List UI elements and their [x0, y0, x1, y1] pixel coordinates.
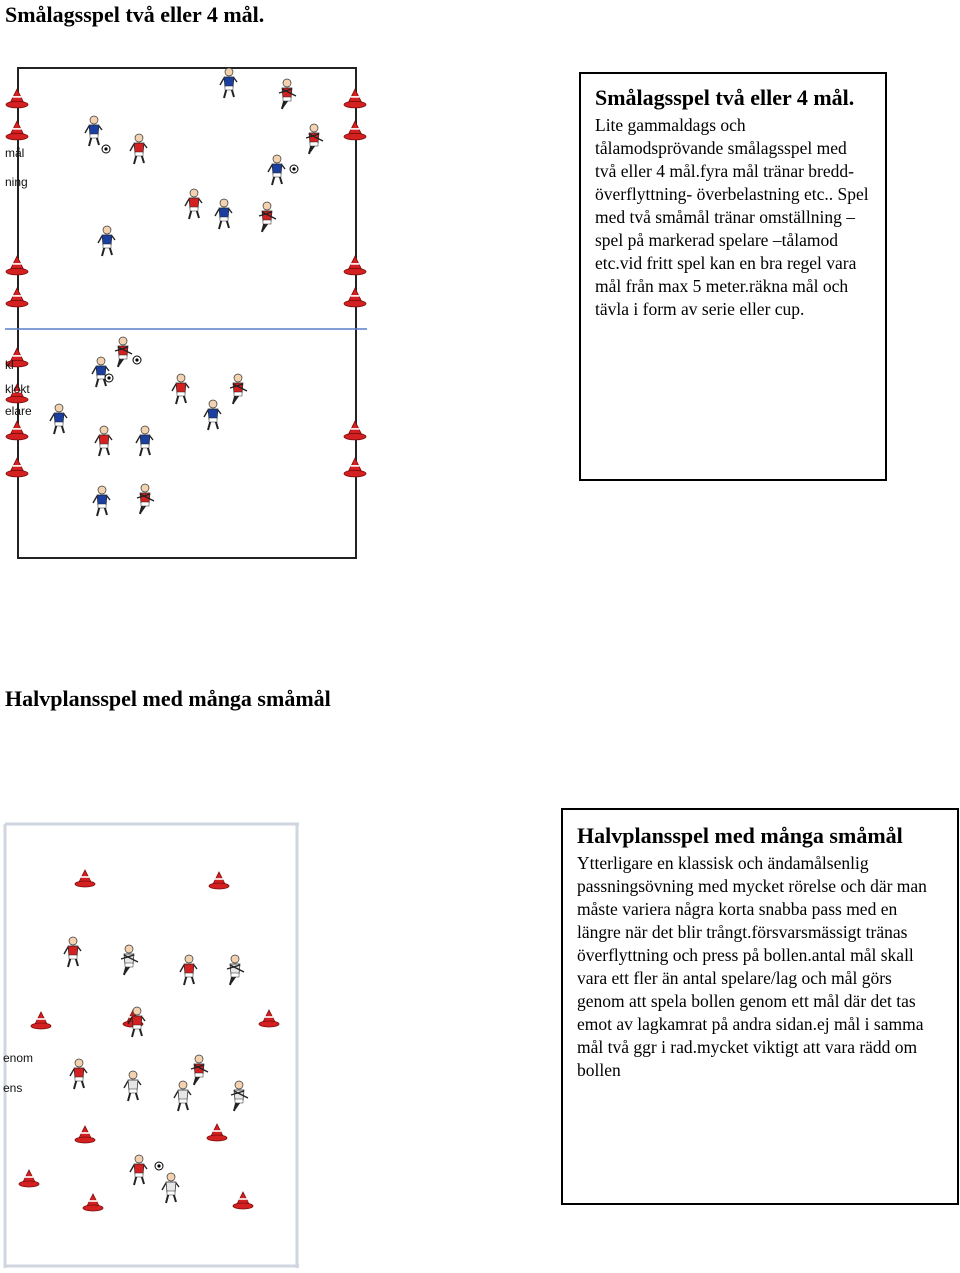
cone-base [6, 133, 28, 140]
field-label: ens [3, 1081, 23, 1095]
cone-base [31, 1023, 51, 1029]
player-shorts [190, 207, 198, 211]
pitch-illustration [5, 69, 355, 557]
player-shirt [178, 1090, 188, 1100]
player-head [141, 426, 149, 434]
player-shorts [75, 1077, 83, 1081]
cone-base [6, 396, 28, 403]
section1-box-text: Lite gammaldags och tålamodsprövande smålagsspel med två eller 4 mål.fyra mål tränar bredd-överflyttning- överbelastning etc.. Spel med två småmål tränar omställning –spel på markerad spelare –tålamod etc.vid fritt spel kan en bra regel vara mål från max 5 meter.räkna mål och tävla i form av serie eller cup. [595, 115, 869, 319]
player-shorts [98, 504, 106, 508]
player-shorts [141, 444, 149, 448]
player-shirt [128, 1080, 138, 1090]
player-head [135, 134, 143, 142]
ball-patch [107, 376, 110, 379]
section1-heading: Smålagsspel två eller 4 mål. [5, 2, 265, 27]
section2-box-text: Ytterligare en klassisk och ändamålsenlig passningsövning med mycket rörelse och där man måste variera några korta snabba pass med en längre när det blir trångt.försvarsmässigt tränas överflyttning och press på bollen.antal mål skall vara ett fler än antal spelare/lag och mål görs genom att spela bollen genom ett mål där det tas emot av lagkamrat på andra sidan.ej mål i samma mål två ggr i rad.mycket viktigt att vara rädd om bollen [577, 853, 927, 1080]
player-shirt [219, 208, 229, 218]
player-shorts [97, 375, 105, 379]
cone-base [344, 470, 366, 477]
section1-description-box [579, 72, 887, 481]
player-shirt [134, 1164, 144, 1174]
cone-base [6, 101, 28, 108]
player-head [129, 1071, 137, 1079]
player-head [283, 79, 291, 87]
player-head [100, 426, 108, 434]
cone-base [344, 101, 366, 108]
player-shorts [135, 1173, 143, 1177]
cone-base [6, 433, 28, 440]
player-head [225, 68, 233, 76]
player-head [135, 1155, 143, 1163]
field-label: ning [5, 175, 28, 189]
small-sided-game-diagram [5, 67, 357, 559]
player-head [190, 189, 198, 197]
player-shorts [263, 220, 271, 224]
player-shorts [273, 173, 281, 177]
player-head [69, 937, 77, 945]
player-shirt [99, 435, 109, 445]
player-shirt [102, 235, 112, 245]
player-shorts [220, 217, 228, 221]
field-label: enom [3, 1051, 34, 1065]
player-head [263, 202, 271, 210]
player-shorts [177, 392, 185, 396]
player-shorts [55, 422, 63, 426]
player-shirt [97, 495, 107, 505]
ball-patch [104, 147, 107, 150]
player-head [177, 374, 185, 382]
player-head [98, 486, 106, 494]
player-shorts [133, 1025, 141, 1029]
player-head [141, 484, 149, 492]
cone-base [259, 1021, 279, 1027]
player-head [235, 1081, 243, 1089]
player-head [90, 116, 98, 124]
player-head [231, 955, 239, 963]
cone-base [207, 1135, 227, 1141]
cone-base [233, 1203, 253, 1209]
player-shirt [208, 409, 218, 419]
player-shorts [100, 444, 108, 448]
player-head [234, 374, 242, 382]
player-head [220, 199, 228, 207]
player-shorts [125, 963, 133, 967]
cone-base [344, 433, 366, 440]
player-head [179, 1081, 187, 1089]
player-shirt [54, 413, 64, 423]
cone-base [75, 1137, 95, 1143]
player-head [273, 155, 281, 163]
cone-base [6, 470, 28, 477]
half-pitch-illustration [3, 820, 299, 1268]
ball-patch [135, 358, 138, 361]
player-shorts [231, 973, 239, 977]
cone-base [344, 268, 366, 275]
player-shirt [96, 366, 106, 376]
player-shorts [310, 142, 318, 146]
section2-box-title: Halvplansspel med många småmål [577, 823, 903, 848]
field-label: elare [5, 404, 32, 418]
player-shorts [185, 973, 193, 977]
player-head [310, 124, 318, 132]
cone-base [344, 300, 366, 307]
player-shorts [225, 86, 233, 90]
player-shorts [103, 244, 111, 248]
section2-description-box [561, 808, 959, 1205]
cone-base [6, 300, 28, 307]
player-shirt [134, 143, 144, 153]
section2-heading: Halvplansspel med många småmål [5, 686, 331, 711]
ball-patch [157, 1164, 160, 1167]
field-label: kl [5, 358, 14, 372]
player-shorts [195, 1073, 203, 1077]
player-shirt [68, 946, 78, 956]
player-shorts [235, 1099, 243, 1103]
player-head [119, 337, 127, 345]
player-head [185, 955, 193, 963]
ball-patch [292, 167, 295, 170]
player-shorts [167, 1191, 175, 1195]
player-shirt [189, 198, 199, 208]
field-label: klokt [5, 382, 30, 396]
player-shorts [141, 502, 149, 506]
cone-base [19, 1181, 39, 1187]
cone-base [209, 883, 229, 889]
cone-base [75, 881, 95, 887]
player-shorts [129, 1089, 137, 1093]
player-shirt [74, 1068, 84, 1078]
player-shorts [234, 392, 242, 396]
cone-base [6, 268, 28, 275]
section1-box-title: Smålagsspel två eller 4 mål. [595, 85, 855, 110]
player-shirt [166, 1182, 176, 1192]
player-shorts [283, 97, 291, 101]
player-head [55, 404, 63, 412]
player-head [209, 400, 217, 408]
player-shirt [89, 125, 99, 135]
player-head [103, 226, 111, 234]
player-head [125, 945, 133, 953]
player-shorts [119, 355, 127, 359]
player-shirt [224, 77, 234, 87]
player-shirt [140, 435, 150, 445]
player-shorts [209, 418, 217, 422]
player-shorts [179, 1099, 187, 1103]
player-shirt [272, 164, 282, 174]
half-pitch-diagram [3, 820, 299, 1268]
player-shirt [176, 383, 186, 393]
player-shorts [135, 152, 143, 156]
player-head [195, 1055, 203, 1063]
player-shorts [90, 134, 98, 138]
player-head [75, 1059, 83, 1067]
cone-base [83, 1205, 103, 1211]
field-label: mål [5, 146, 25, 160]
player-head [167, 1173, 175, 1181]
player-head [133, 1007, 141, 1015]
cone-base [344, 133, 366, 140]
player-head [97, 357, 105, 365]
player-shirt [132, 1016, 142, 1026]
player-shirt [184, 964, 194, 974]
player-shorts [69, 955, 77, 959]
